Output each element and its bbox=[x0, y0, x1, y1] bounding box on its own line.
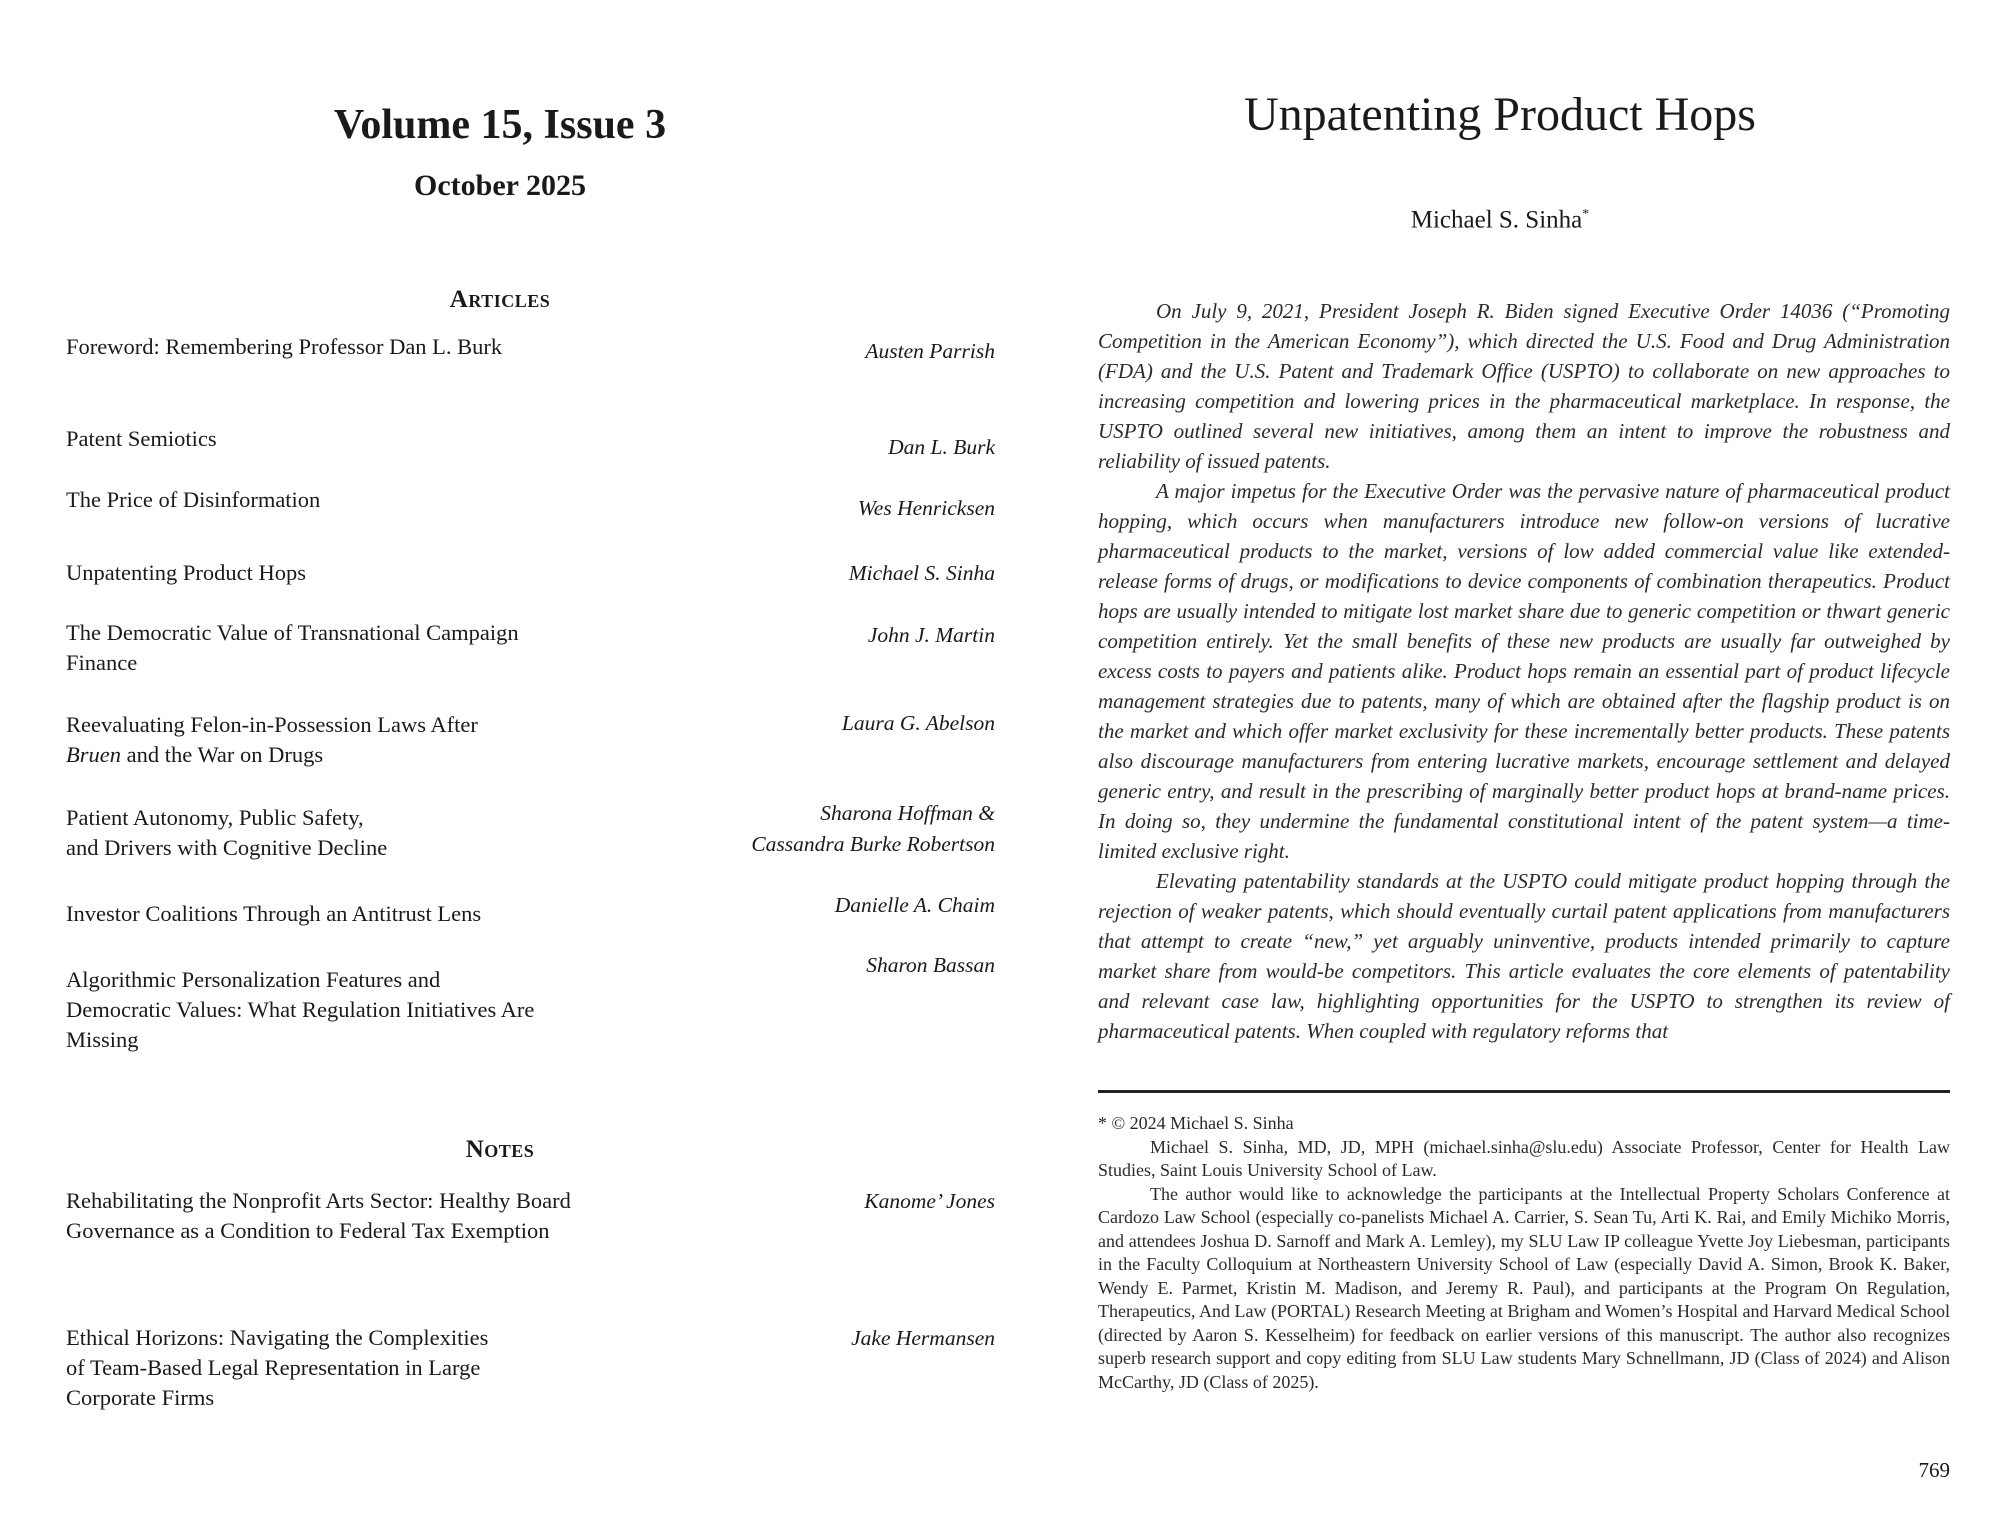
toc-article-title bbox=[66, 803, 586, 863]
footnote-affiliation: Michael S. Sinha, MD, JD, MPH (michael.sinha@slu.edu) Associate Professor, Center for Health Law Studies, Saint Louis University School of Law. bbox=[1098, 1136, 1950, 1180]
toc-article-title: Algorithmic Personalization Features and Democratic Values: What Regulation Initiatives Are Missing bbox=[66, 967, 535, 1052]
footnote-mark: * bbox=[1582, 207, 1590, 222]
footnote-acknowledgment: The author would like to acknowledge the participants at the Intellectual Property Scholars Conference at Cardozo Law School (especially co-panelists Michael A. Carrier, S. Sean Tu, Arti K. Rai, and Emily Michiko Morris, and attendees Joshua D. Sarnoff and Mark A. Lemley), my SLU Law IP colleague Yvette Joy Liebesman, participants in the Faculty Colloquium at Northeastern University School of Law (especially David A. Simon, Brook K. Baker, Wendy E. Parmet, Kristin M. Madison, and Jeremy R. Paul), and participants at the Program On Regulation, Therapeutics, And Law (PORTAL) Research Meeting at Brigham and Women’s Hospital and Harvard Medical School (directed by Aaron S. Kesselheim) for feedback on earlier versions of this manuscript. The author also recognizes superb research support and copy editing from SLU Law students Mary Schnellmann, JD (Class of 2024) and Alison McCarthy, JD (Class of 2025). bbox=[1098, 1183, 1950, 1392]
abstract-paragraph: Elevating patentability standards at the USPTO could mitigate product hopping through the rejection of weaker patents, which should eventually curtail patent applications from manufacturers that attempt to create “new,” yet arguably uninventive, products intended primarily to capture market share from would-be competitors. This article evaluates the core elements of patentability and relevant case law, highlighting opportunities for the USPTO to strengthen its review of pharmaceutical patents. When coupled with regulatory reforms that bbox=[1098, 869, 1950, 1043]
toc-note-title: Ethical Horizons: Navigating the Complexities of Team-Based Legal Representation in Large Corporate Firms bbox=[66, 1325, 489, 1410]
page-number: 769 bbox=[1918, 1458, 1950, 1482]
article-title: Unpatenting Product Hops bbox=[1244, 88, 1756, 141]
toc-article-title: Investor Coalitions Through an Antitrust Lens bbox=[66, 901, 482, 926]
right-page bbox=[1000, 0, 2000, 1538]
title-text: Reevaluating Felon-in-Possession Laws After bbox=[66, 712, 478, 737]
toc-article-author: Wes Henricksen bbox=[857, 496, 995, 520]
toc-article-author: Sharon Bassan bbox=[866, 953, 995, 977]
footnotes bbox=[1098, 1112, 1950, 1394]
toc-article-author: Laura G. Abelson bbox=[841, 711, 995, 735]
articles-heading: Articles bbox=[449, 286, 551, 313]
author-name: Michael S. Sinha bbox=[1410, 206, 1583, 234]
case-name: Bruen bbox=[66, 742, 121, 767]
toc-article-author: John J. Martin bbox=[867, 623, 995, 647]
toc-article-author: Danielle A. Chaim bbox=[834, 893, 995, 917]
article-author bbox=[1000, 200, 2000, 235]
toc-article-title: Unpatenting Product Hops bbox=[66, 560, 306, 585]
toc-article-title: The Price of Disinformation bbox=[66, 487, 321, 512]
toc-article-author: Austen Parrish bbox=[865, 339, 995, 363]
author-line: Cassandra Burke Robertson bbox=[751, 832, 995, 856]
toc-article-author: Dan L. Burk bbox=[888, 435, 995, 459]
author-line: Sharona Hoffman & bbox=[820, 801, 995, 825]
toc-article-author bbox=[600, 798, 995, 860]
toc-article-author: Michael S. Sinha bbox=[848, 561, 995, 585]
volume-title: Volume 15, Issue 3 bbox=[333, 102, 667, 148]
abstract-paragraph: A major impetus for the Executive Order was the pervasive nature of pharmaceutical product hopping, which occurs when manufacturers introduce new follow-on versions of lucrative pharmaceutical products to the market, versions of low added commercial value like extended-release forms of drugs, or modifications to device components of combination therapeutics. Product hops are usually intended to mitigate lost market share due to generic competition or thwart generic competition entirely. Yet the small benefits of these new products are usually far outweighed by excess costs to payers and patients alike. Product hops remain an essential part of product lifecycle management strategies due to patents, many of which are obtained after the flagship product is on the market and which offer market exclusivity for these incrementally better products. These patents also discourage manufacturers from entering lucrative markets, encourage settlement and delayed generic entry, and result in the prescribing of marginally better product hops at brand-name prices. In doing so, they undermine the fundamental constitutional intent of the patent system—a time-limited exclusive right. bbox=[1098, 479, 1950, 863]
toc-note-author: Jake Hermansen bbox=[851, 1326, 995, 1350]
issue-date: October 2025 bbox=[414, 169, 586, 202]
title-line: and Drivers with Cognitive Decline bbox=[66, 835, 388, 860]
toc-article-title: The Democratic Value of Transnational Campaign Finance bbox=[66, 620, 519, 675]
abstract-paragraph: On July 9, 2021, President Joseph R. Biden signed Executive Order 14036 (“Promoting Competition in the American Economy”), which directed the U.S. Food and Drug Administration (FDA) and the U.S. Patent and Trademark Office (USPTO) to collaborate on new approaches to increasing competition and lowering prices in the pharmaceutical marketplace. In response, the USPTO outlined several new initiatives, among them an intent to improve the robustness and reliability of issued patents. bbox=[1098, 299, 1950, 473]
abstract bbox=[1098, 296, 1950, 1046]
toc-article-title: Patent Semiotics bbox=[66, 426, 217, 451]
footnote-divider bbox=[1098, 1090, 1950, 1093]
toc-note-title: Rehabilitating the Nonprofit Arts Sector: Healthy Board Governance as a Condition to Federal Tax Exemption bbox=[66, 1188, 571, 1243]
footnote-copyright: * © 2024 Michael S. Sinha bbox=[1098, 1113, 1294, 1133]
toc-article-title bbox=[66, 710, 586, 770]
title-line: Patient Autonomy, Public Safety, bbox=[66, 805, 364, 830]
notes-heading: Notes bbox=[465, 1136, 535, 1163]
toc-article-title: Foreword: Remembering Professor Dan L. Burk bbox=[66, 334, 503, 359]
toc-note-author: Kanome’ Jones bbox=[864, 1189, 995, 1213]
title-text: and the War on Drugs bbox=[121, 742, 324, 767]
